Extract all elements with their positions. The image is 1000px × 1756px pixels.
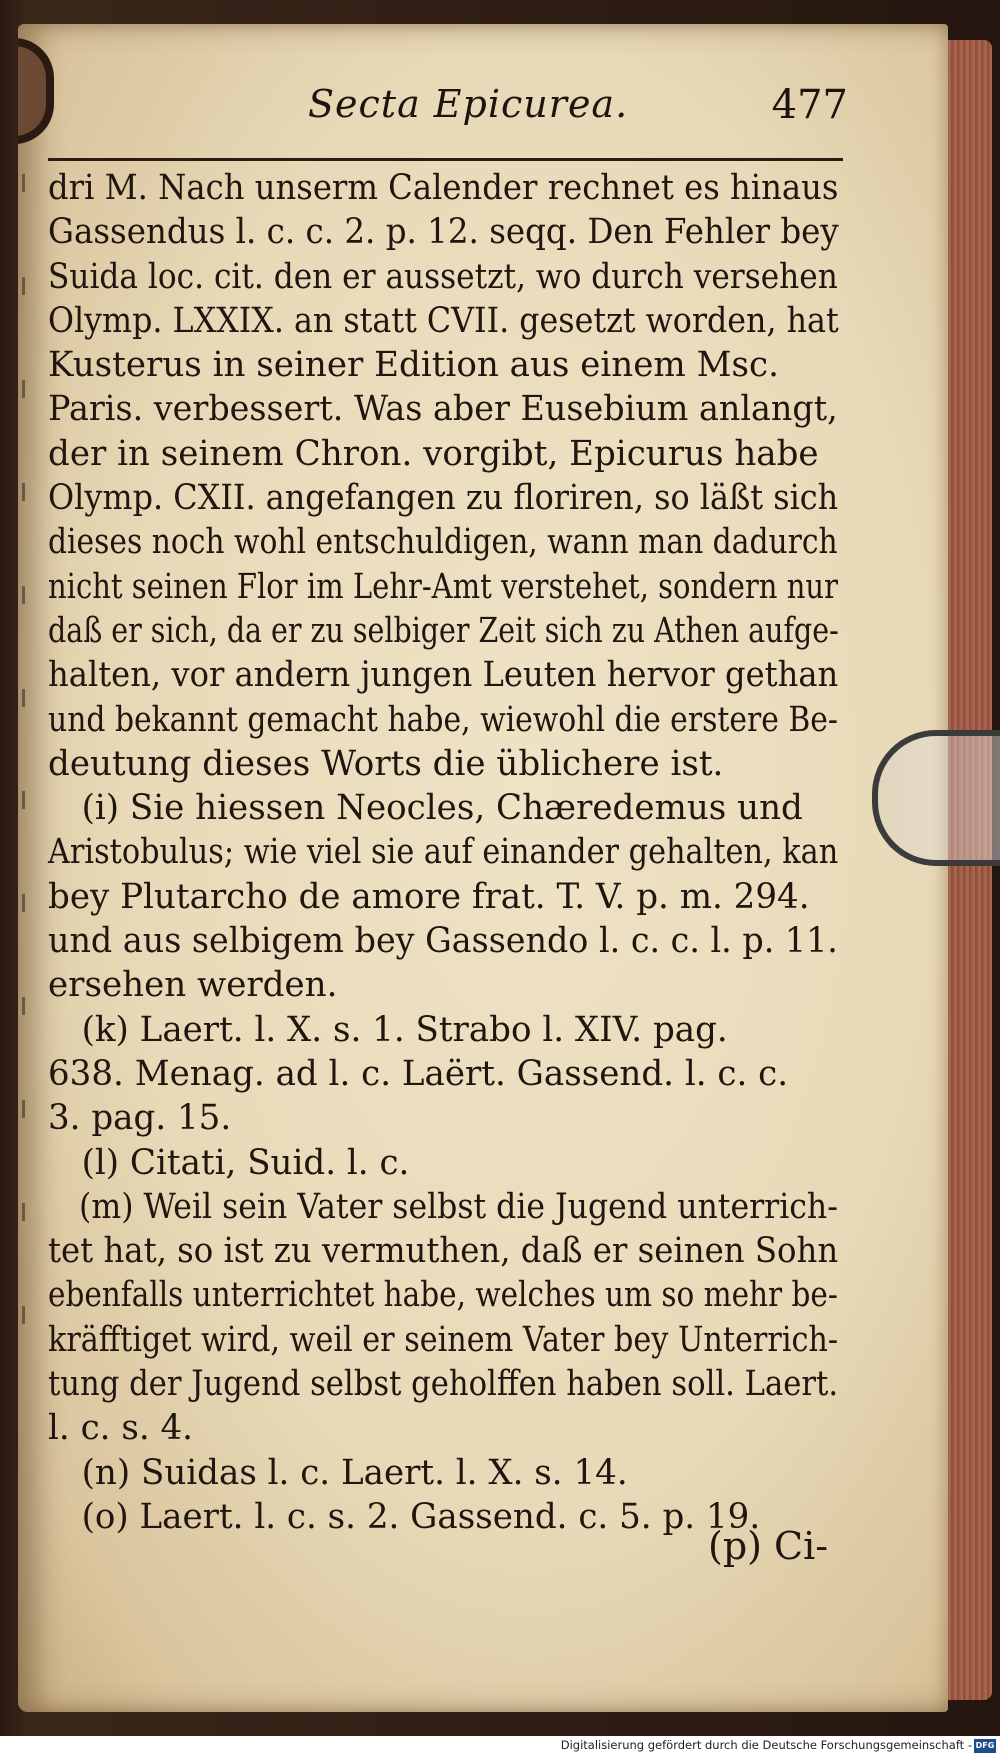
text-line: kräfftiget wird, weil er seinem Vater bey Unterrich-: [48, 1319, 839, 1360]
text-line: tet hat, so ist zu vermuthen, daß er seinen Sohn: [48, 1231, 839, 1272]
text-line: der in seinem Chron. vorgibt, Epicurus habe: [48, 433, 819, 474]
text-line: (i) Sie hiessen Neocles, Chæredemus und: [81, 788, 803, 829]
text-line: Gassendus l. c. c. 2. p. 12. seqq. Den Fehler bey: [48, 212, 839, 253]
text-line: (m) Weil sein Vater selbst die Jugend unterrich-: [79, 1186, 838, 1227]
text-line: nicht seinen Flor im Lehr-Amt verstehet, sondern nur: [48, 566, 838, 607]
text-line: Olymp. CXII. angefangen zu floriren, so läßt sich: [48, 478, 839, 519]
text-line: ebenfalls unterrichtet habe, welches um so mehr be-: [48, 1275, 838, 1316]
text-line: halten, vor andern jungen Leuten hervor gethan: [48, 655, 839, 696]
text-line: bey Plutarcho de amore frat. T. V. p. m. 294.: [48, 876, 810, 917]
text-line: dieses noch wohl entschuldigen, wann man dadurch: [48, 522, 838, 563]
text-line: (o) Laert. l. c. s. 2. Gassend. c. 5. p. 19.: [81, 1496, 761, 1537]
text-line: Kusterus in seiner Edition aus einem Msc.: [48, 345, 779, 386]
page-header: [298, 82, 858, 142]
gutter-fragments: [18, 174, 40, 1324]
text-line: (n) Suidas l. c. Laert. l. X. s. 14.: [81, 1452, 628, 1493]
text-line: 638. Menag. ad l. c. Laërt. Gassend. l. c. c.: [48, 1053, 789, 1094]
text-line: tung der Jugend selbst geholffen haben soll. Laert.: [48, 1364, 839, 1405]
running-title: Secta Epicurea.: [308, 82, 629, 126]
text-line: Suida loc. cit. den er aussetzt, wo durch versehen: [48, 256, 838, 297]
credit-bar: [0, 1736, 1000, 1756]
text-line: und bekannt gemacht habe, wiewohl die erstere Be-: [48, 699, 838, 740]
dfg-logo-icon: DFG: [974, 1739, 996, 1753]
text-line: daß er sich, da er zu selbiger Zeit sich zu Athen aufge-: [48, 610, 839, 651]
catchword: (p) Ci-: [708, 1524, 829, 1568]
binding-ring: [18, 38, 54, 144]
text-line: ersehen werden.: [48, 965, 338, 1006]
text-line: deutung dieses Worts die üblichere ist.: [48, 743, 724, 784]
page-number: 477: [771, 82, 848, 128]
page-clip: [872, 730, 1000, 866]
text-line: l. c. s. 4.: [48, 1408, 194, 1449]
book-page: [18, 24, 948, 1712]
text-line: (l) Citati, Suid. l. c.: [81, 1142, 410, 1183]
body-text: [48, 166, 848, 1537]
text-line: dri M. Nach unserm Calender rechnet es hinaus: [48, 168, 839, 208]
digitization-credit: Digitalisierung gefördert durch die Deutsche Forschungsgemeinschaft -: [560, 1738, 972, 1752]
text-line: Paris. verbessert. Was aber Eusebium anlangt,: [48, 389, 838, 430]
text-line: und aus selbigem bey Gassendo l. c. c. l. p. 11.: [48, 921, 838, 962]
header-rule: [48, 158, 843, 161]
text-line: Olymp. LXXIX. an statt CVII. gesetzt worden, hat: [48, 300, 839, 341]
text-line: 3. pag. 15.: [48, 1098, 232, 1139]
text-line: (k) Laert. l. X. s. 1. Strabo l. XIV. pag.: [81, 1009, 728, 1050]
text-line: Aristobulus; wie viel sie auf einander gehalten, kan: [48, 832, 839, 873]
